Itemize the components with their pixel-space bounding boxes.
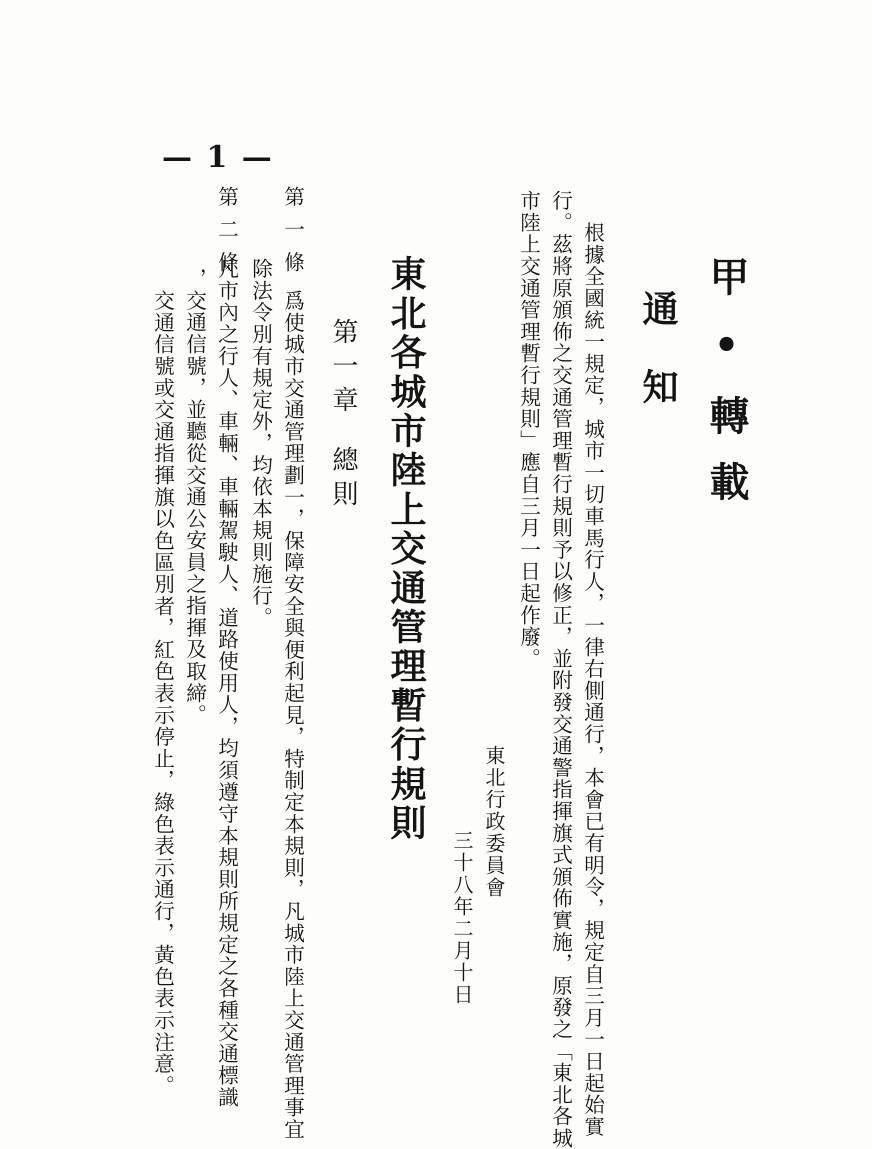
article-line: ，交通信號，並聽從交通公安員之指揮及取締。: [182, 268, 207, 726]
notice-title: 通知: [637, 290, 679, 446]
chapter-number: 第一章: [328, 318, 358, 420]
article-label: 第一條: [280, 186, 305, 284]
notice-date: 三十八年二月十日: [450, 830, 474, 1006]
section-heading: 甲•轉載: [703, 256, 750, 527]
article-line: 交通信號或交通指揮旗以色區別者，紅色表示停止，綠色表示通行，黃色表示注意。: [150, 290, 175, 1097]
regulation-title: 東北各城市陸上交通管理暫行規則: [385, 255, 427, 843]
chapter-name: 總則: [328, 446, 358, 514]
article-line: 凡市內之行人、車輛、車輛駕駛人、道路使用人，均須遵守本規則所規定之各種交通標識: [214, 258, 239, 1109]
notice-line: 根據全國統一規定，城市一切車馬行人，一律右側通行，本會已有明令，規定自三月一日起始實: [580, 222, 605, 1138]
page-number: — 1 —: [162, 140, 274, 175]
chapter-heading: [330, 318, 356, 514]
article-line: 除法令別有規定外，均依本規則施行。: [248, 258, 273, 629]
notice-issuer: 東北行政委員會: [482, 745, 506, 899]
notice-line: 行。茲將原頒佈之交通管理暫行規則予以修正，並附發交通警指揮旗式頒佈實施，原發之「東北各城: [548, 190, 573, 1149]
article-line: 爲使城市交通管理劃一，保障安全與便利起見，特制定本規則，凡城市陸上交通管理事宜: [280, 290, 305, 1141]
article-label: 第二條: [214, 186, 239, 284]
notice-line: 市陸上交通管理暫行規則」應自三月一日起作廢。: [516, 190, 541, 670]
